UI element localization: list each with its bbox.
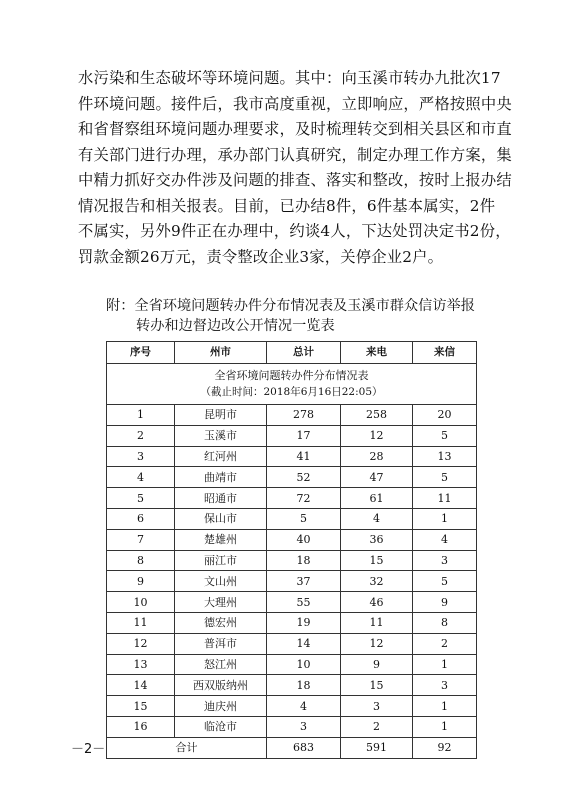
- cell-letter: 3: [413, 675, 477, 696]
- table-row: [107, 612, 477, 633]
- cell-index: 7: [107, 529, 175, 550]
- table-header-row: [107, 342, 477, 364]
- table-caption-date: （截止时间：2018年6月16日22:05）: [200, 386, 383, 398]
- table-row: [107, 425, 477, 446]
- cell-total: 4: [267, 696, 341, 717]
- cell-letter: 20: [413, 405, 477, 426]
- table-row: [107, 446, 477, 467]
- cell-index: 10: [107, 592, 175, 613]
- cell-index: 13: [107, 654, 175, 675]
- cell-city: 红河州: [175, 446, 267, 467]
- cell-city: 昭通市: [175, 488, 267, 509]
- cell-phone: 15: [341, 675, 413, 696]
- cell-city: 临沧市: [175, 716, 267, 737]
- cell-letter: 4: [413, 529, 477, 550]
- paragraph-line: 不属实，另外9件正在办理中，约谈4人，下达处罚决定书2份，: [78, 222, 511, 240]
- cell-letter: 3: [413, 550, 477, 571]
- cell-total: 19: [267, 612, 341, 633]
- table-row: [107, 529, 477, 550]
- table-row: [107, 405, 477, 426]
- table-row: [107, 633, 477, 654]
- cell-index: 8: [107, 550, 175, 571]
- cell-total: 5: [267, 508, 341, 529]
- cell-letter: 5: [413, 425, 477, 446]
- cell-letter: 1: [413, 696, 477, 717]
- cell-total: 18: [267, 550, 341, 571]
- cell-total: 55: [267, 592, 341, 613]
- cell-letter: 1: [413, 654, 477, 675]
- header-letter: 来信: [413, 342, 477, 364]
- cell-letter: 11: [413, 488, 477, 509]
- header-index: 序号: [107, 342, 175, 364]
- cell-total: 18: [267, 675, 341, 696]
- table-row: [107, 592, 477, 613]
- table-caption-row: [107, 364, 477, 405]
- cell-total: 17: [267, 425, 341, 446]
- table-row: [107, 716, 477, 737]
- table-row: [107, 550, 477, 571]
- cell-phone: 258: [341, 405, 413, 426]
- page-number: －2－: [71, 742, 106, 757]
- cell-letter: 2: [413, 633, 477, 654]
- cell-index: 1: [107, 405, 175, 426]
- cell-letter: 5: [413, 467, 477, 488]
- cell-city: 普洱市: [175, 633, 267, 654]
- cell-index: 2: [107, 425, 175, 446]
- cell-phone: 36: [341, 529, 413, 550]
- cell-city: 曲靖市: [175, 467, 267, 488]
- cell-index: 15: [107, 696, 175, 717]
- table-row: [107, 488, 477, 509]
- cell-city: 西双版纳州: [175, 675, 267, 696]
- cell-phone: 28: [341, 446, 413, 467]
- cell-city: 德宏州: [175, 612, 267, 633]
- appendix-line-1: 附：全省环境问题转办件分布情况表及玉溪市群众信访举报: [106, 298, 475, 314]
- cell-total: 41: [267, 446, 341, 467]
- cell-total: 37: [267, 571, 341, 592]
- header-total: 总计: [267, 342, 341, 364]
- cell-city: 玉溪市: [175, 425, 267, 446]
- cell-index: 6: [107, 508, 175, 529]
- cell-index: 3: [107, 446, 175, 467]
- table-body: [107, 405, 477, 738]
- paragraph-line: 情况报告和相关报表。目前，已办结8件，6件基本属实，2件: [78, 196, 496, 215]
- total-label: 合计: [107, 737, 267, 758]
- cell-city: 怒江州: [175, 654, 267, 675]
- appendix-title: [106, 296, 526, 336]
- header-phone: 来电: [341, 342, 413, 364]
- total-total: 683: [267, 737, 341, 758]
- cell-total: 14: [267, 633, 341, 654]
- body-paragraph: [78, 66, 512, 270]
- cell-phone: 61: [341, 488, 413, 509]
- table-row: [107, 467, 477, 488]
- appendix-line-2: 转办和边督边改公开情况一览表: [136, 318, 335, 334]
- cell-letter: 1: [413, 508, 477, 529]
- cell-index: 9: [107, 571, 175, 592]
- cell-phone: 9: [341, 654, 413, 675]
- table-row: [107, 571, 477, 592]
- cell-phone: 4: [341, 508, 413, 529]
- cell-letter: 9: [413, 592, 477, 613]
- cell-letter: 13: [413, 446, 477, 467]
- cell-phone: 15: [341, 550, 413, 571]
- cell-letter: 8: [413, 612, 477, 633]
- cell-phone: 12: [341, 425, 413, 446]
- cell-index: 11: [107, 612, 175, 633]
- cell-index: 12: [107, 633, 175, 654]
- total-letter: 92: [413, 737, 477, 758]
- cell-phone: 11: [341, 612, 413, 633]
- cell-city: 大理州: [175, 592, 267, 613]
- cell-index: 14: [107, 675, 175, 696]
- cell-phone: 32: [341, 571, 413, 592]
- cell-total: 10: [267, 654, 341, 675]
- cell-city: 迪庆州: [175, 696, 267, 717]
- cell-index: 5: [107, 488, 175, 509]
- header-city: 州市: [175, 342, 267, 364]
- cell-total: 3: [267, 716, 341, 737]
- cell-letter: 1: [413, 716, 477, 737]
- cell-phone: 47: [341, 467, 413, 488]
- cell-city: 保山市: [175, 508, 267, 529]
- cell-city: 昆明市: [175, 405, 267, 426]
- cell-index: 16: [107, 716, 175, 737]
- paragraph-line: 中精力抓好交办件涉及问题的排查、落实和整改，按时上报办结: [78, 171, 512, 189]
- table-row: [107, 675, 477, 696]
- cell-phone: 3: [341, 696, 413, 717]
- cell-letter: 5: [413, 571, 477, 592]
- table-caption: [107, 364, 477, 405]
- paragraph-line: 水污染和生态破坏等环境问题。其中：向玉溪市转办九批次17: [78, 69, 501, 87]
- cell-phone: 2: [341, 716, 413, 737]
- distribution-table: [106, 341, 477, 759]
- cell-total: 72: [267, 488, 341, 509]
- table-row: [107, 696, 477, 717]
- total-phone: 591: [341, 737, 413, 758]
- table-total-row: [107, 737, 477, 758]
- cell-phone: 46: [341, 592, 413, 613]
- paragraph-line: 件环境问题。接件后，我市高度重视，立即响应，严格按照中央: [78, 94, 512, 113]
- paragraph-line: 有关部门进行办理，承办部门认真研究，制定办理工作方案，集: [78, 145, 512, 164]
- paragraph-line: 罚款金额26万元，责令整改企业3家，关停企业2户。: [78, 247, 444, 266]
- cell-city: 文山州: [175, 571, 267, 592]
- cell-city: 丽江市: [175, 550, 267, 571]
- table-row: [107, 654, 477, 675]
- cell-total: 52: [267, 467, 341, 488]
- table-caption-title: 全省环境问题转办件分布情况表: [214, 369, 369, 382]
- paragraph-line: 和省督察组环境问题办理要求，及时梳理转交到相关县区和市直: [78, 120, 512, 138]
- cell-total: 278: [267, 405, 341, 426]
- cell-phone: 12: [341, 633, 413, 654]
- cell-index: 4: [107, 467, 175, 488]
- cell-total: 40: [267, 529, 341, 550]
- cell-city: 楚雄州: [175, 529, 267, 550]
- table-row: [107, 508, 477, 529]
